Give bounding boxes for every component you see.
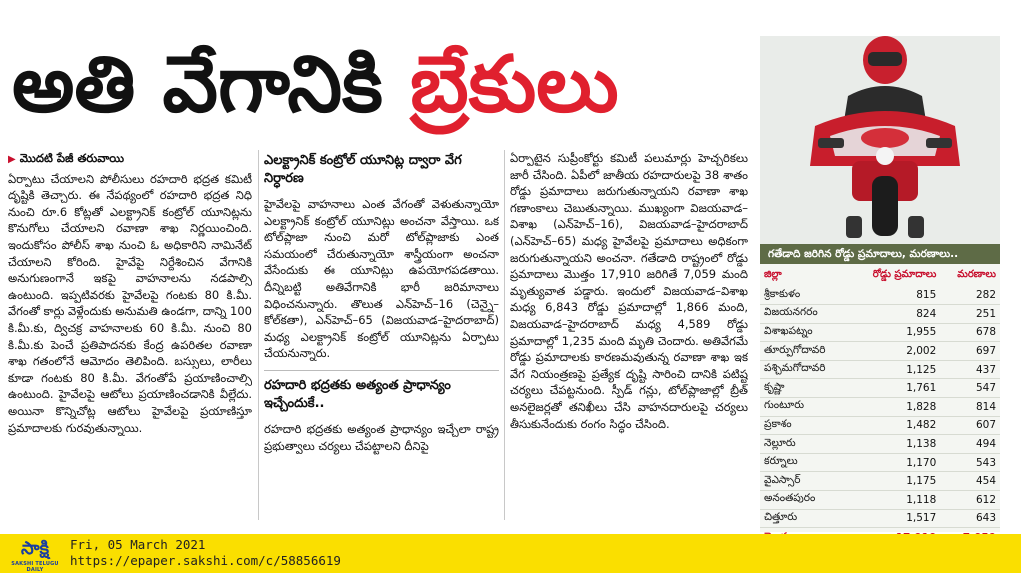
- cell-district: విజయనగరం: [760, 305, 849, 324]
- table-row: [760, 323, 1000, 342]
- cell-accidents: 1,955: [849, 323, 940, 342]
- cell-district: నెల్లూరు: [760, 435, 849, 454]
- table-row: [760, 360, 1000, 379]
- edition-date: Fri, 05 March 2021: [70, 537, 206, 552]
- cell-accidents: 1,138: [849, 435, 940, 454]
- cell-district: తూర్పుగోదావరి: [760, 342, 849, 361]
- subheading-electronic-control: ఎలక్ట్రానిక్ కంట్రోల్ యూనిట్ల ద్వారా వేగ నిర్ధారణ: [264, 153, 462, 186]
- cell-accidents: 1,118: [849, 491, 940, 510]
- header-accidents: రోడ్డు ప్రమాదాలు: [872, 269, 937, 280]
- footer-bar: [0, 534, 1021, 573]
- article-column-1: [8, 150, 252, 520]
- logo-text: సాక్షి: [21, 538, 49, 559]
- cell-district: గుంటూరు: [760, 398, 849, 417]
- col2-paragraph-1: హైవేలపై వాహనాలు ఎంత వేగంతో వెళుతున్నాయో ఎలక్ట్రానిక్ కంట్రోల్ యూనిట్లు అంచనా వేస్తాయి. ఒక టోల్‌ప్లాజా నుంచి మరో టోల్‌ప్లాజాకు ఎంత సమయంలో చేరుతున్నాయో శాస్త్రీయంగా అంచనా వేసేందుకు ఈ యూనిట్లు ఉపయోగపడతాయి. దీన్నిబట్టి అతివేగానికి భారీ జరిమానాలు విధించనున్నారు. తొలుత ఎన్‌హెచ్–16 (చెన్నై–కోల్‌కతా), ఎన్‌హెచ్–65 (విజయవాడ–హైదరాబాద్) మధ్య ఎలక్ట్రానిక్ కంట్రోల్ యూనిట్లను ఏర్పాటు చేయనున్నారు.: [264, 197, 499, 361]
- cell-deaths: 282: [940, 286, 1000, 305]
- table-row: [760, 286, 1000, 305]
- continued-label: [8, 150, 252, 169]
- header-deaths: మరణాలు: [957, 269, 996, 280]
- table-row: [760, 305, 1000, 324]
- table-row: [760, 509, 1000, 528]
- cell-district: చిత్తూరు: [760, 509, 849, 528]
- cell-accidents: 1,828: [849, 398, 940, 417]
- article-column-2: [264, 150, 499, 520]
- col1-paragraph: ఏర్పాటు చేయాలని పోలీసులు రహదారి భద్రత కమిటీ దృష్టికి తెచ్చారు. ఈ నేపథ్యంలో రహదారి భద్రత నిధి నుంచి రూ.6 కోట్లతో ఎలక్ట్రానిక్ కంట్రోల్ యూనిట్లను కొనుగోలు చేయాలని రవాణా శాఖ నిర్ణయించింది. ఇందుకోసం పోలీస్ శాఖ నుంచి ఓ అధికారిని నామినేట్ చేయాలని కోరింది. హైవేపై నిర్దేశించిన వేగానికి అనుగుణంగానే ఇకపై వాహనాలను నడపాల్సి ఉంటుంది. ఇప్పటివరకు హైవేలపై గంటకు 80 కి.మీ. వేగంతో కార్లు వెళ్లేందుకు అనుమతి ఉండగా, దాన్ని 100 కి.మీ.కు, ద్విచక్ర వాహనాలకు 60 కి.మీ. నుంచి 80 కి.మీ.కు పెంచే ప్రతిపాదనకు కేంద్ర ఉపరితల రవాణా శాఖ గతంలోనే ఆమోదం తెలిపింది. బస్సులు, లారీలు కూడా గంటకు 80 కి.మీ. వేగంతోపే ప్రయాణించాల్సి ఉంటుంది. హైవేలపై ఆటోలు ప్రయాణించడానికి వీల్లేదు. అయినా కొన్నిచోట్ల ఆటోలు హైవేలపై ప్రయాణిస్తూ ప్రమాదాలకు గురవుతున్నాయి.: [8, 171, 252, 435]
- cell-accidents: 1,175: [849, 472, 940, 491]
- col2-paragraph-2: రహదారి భద్రతకు అత్యంత ప్రాధాన్యం ఇచ్చేలా రాష్ట్ర ప్రభుత్వాలు చర్యలు చేపట్టాలని దీనిపై: [264, 421, 499, 453]
- cell-district: ప్రకాశం: [760, 416, 849, 435]
- stats-body: [760, 286, 1000, 549]
- cell-deaths: 494: [940, 435, 1000, 454]
- table-row: [760, 398, 1000, 417]
- table-row: [760, 491, 1000, 510]
- cell-accidents: 1,482: [849, 416, 940, 435]
- sakshi-logo: [6, 537, 64, 573]
- table-row: [760, 453, 1000, 472]
- logo-subtext: SAKSHI TELUGU DAILY: [11, 561, 59, 573]
- cell-accidents: 815: [849, 286, 940, 305]
- cell-deaths: 437: [940, 360, 1000, 379]
- motorbike-rider-icon: [760, 36, 1000, 248]
- cell-accidents: 1,517: [849, 509, 940, 528]
- cell-deaths: 607: [940, 416, 1000, 435]
- triangle-marker-icon: ▶: [8, 154, 16, 165]
- motorbike-illustration: [760, 36, 1000, 248]
- headline-red: బ్రేకులు: [410, 39, 619, 130]
- cell-deaths: 454: [940, 472, 1000, 491]
- accident-stats-table: [760, 264, 1000, 532]
- cell-deaths: 814: [940, 398, 1000, 417]
- table-caption: గతేడాది జరిగిన రోడ్డు ప్రమాదాలు, మరణాలు..: [760, 244, 1000, 264]
- cell-district: వైఎస్సార్: [760, 472, 849, 491]
- cell-accidents: 1,125: [849, 360, 940, 379]
- headline: [12, 30, 752, 140]
- col3-paragraph: ఏర్పాటైన సుప్రీంకోర్టు కమిటీ పలుమార్లు హెచ్చరికలు జారీ చేసింది. ఏపీలో జాతీయ రహదారులపై 38 శాతం రోడ్డు ప్రమాదాలు జరుగుతున్నాయని రవాణా శాఖ గణాంకాలు చెబుతున్నాయి. ముఖ్యంగా విజయవాడ–విశాఖ (ఎన్‌హెచ్–16), విజయవాడ–హైదరాబాద్ (ఎన్‌హెచ్–65) మధ్య హైవేలపై ప్రమాదాలు అధికంగా జరుగుతున్నాయని అంచనా. గతేడాది రాష్ట్రంలో రోడ్డు ప్రమాదాలు మొత్తం 17,910 జరిగితే 7,059 మంది మృత్యువాత పడ్డారు. ఇందులో విజయవాడ–విశాఖ మధ్య 6,843 రోడ్డు ప్రమాదాల్లో 1,866 మంది, విజయవాడ–హైదరాబాద్ మధ్య 4,589 రోడ్డు ప్రమాదాల్లో 1,235 మంది మృతి చెందారు. అతివేగమే రోడ్డు ప్రమాదాలకు కారణమవుతున్న రవాణా శాఖ ఇక వేగ నియంత్రణపై ప్రత్యేక దృష్టి సారించి దానికి పటిష్ట చర్యలు చేపట్టనుంది. స్పీడ్ గన్లు, టోల్‌ప్లాజాల్లో బ్రీత్ అనలైజర్లతో తనిఖీలు చేసి వాహనదారులపై చర్యలు తీసుకునేందుకు రంగం సిద్ధం చేసింది.: [510, 151, 748, 431]
- continued-label-text: మొదటి పేజీ తరువాయి: [19, 151, 125, 165]
- cell-accidents: 824: [849, 305, 940, 324]
- cell-district: పశ్చిమగోదావరి: [760, 360, 849, 379]
- cell-accidents: 2,002: [849, 342, 940, 361]
- cell-deaths: 543: [940, 453, 1000, 472]
- cell-accidents: 1,761: [849, 379, 940, 398]
- cell-accidents: 1,170: [849, 453, 940, 472]
- cell-deaths: 643: [940, 509, 1000, 528]
- cell-deaths: 547: [940, 379, 1000, 398]
- cell-deaths: 697: [940, 342, 1000, 361]
- column-divider: [504, 150, 505, 520]
- cell-district: అనంతపురం: [760, 491, 849, 510]
- table-row: [760, 342, 1000, 361]
- table-header-row: [760, 264, 1000, 286]
- article-column-3: [510, 150, 748, 520]
- column-divider: [258, 150, 259, 520]
- stats-grid: [760, 264, 1000, 549]
- table-row: [760, 435, 1000, 454]
- table-row: [760, 416, 1000, 435]
- headline-black: అతి వేగానికి: [12, 39, 411, 130]
- table-row: [760, 472, 1000, 491]
- cell-district: విశాఖపట్నం: [760, 323, 849, 342]
- cell-deaths: 251: [940, 305, 1000, 324]
- cell-district: కృష్ణా: [760, 379, 849, 398]
- cell-district: కర్నూలు: [760, 453, 849, 472]
- epaper-url[interactable]: https://epaper.sakshi.com/c/58856619: [70, 553, 341, 568]
- cell-deaths: 678: [940, 323, 1000, 342]
- subheading-road-safety: రహదారి భద్రతకు అత్యంత ప్రాధాన్యం ఇచ్చేందుకే..: [264, 370, 499, 413]
- cell-deaths: 612: [940, 491, 1000, 510]
- cell-district: శ్రీకాకుళం: [760, 286, 849, 305]
- header-district: జిల్లా: [764, 269, 782, 280]
- table-row: [760, 379, 1000, 398]
